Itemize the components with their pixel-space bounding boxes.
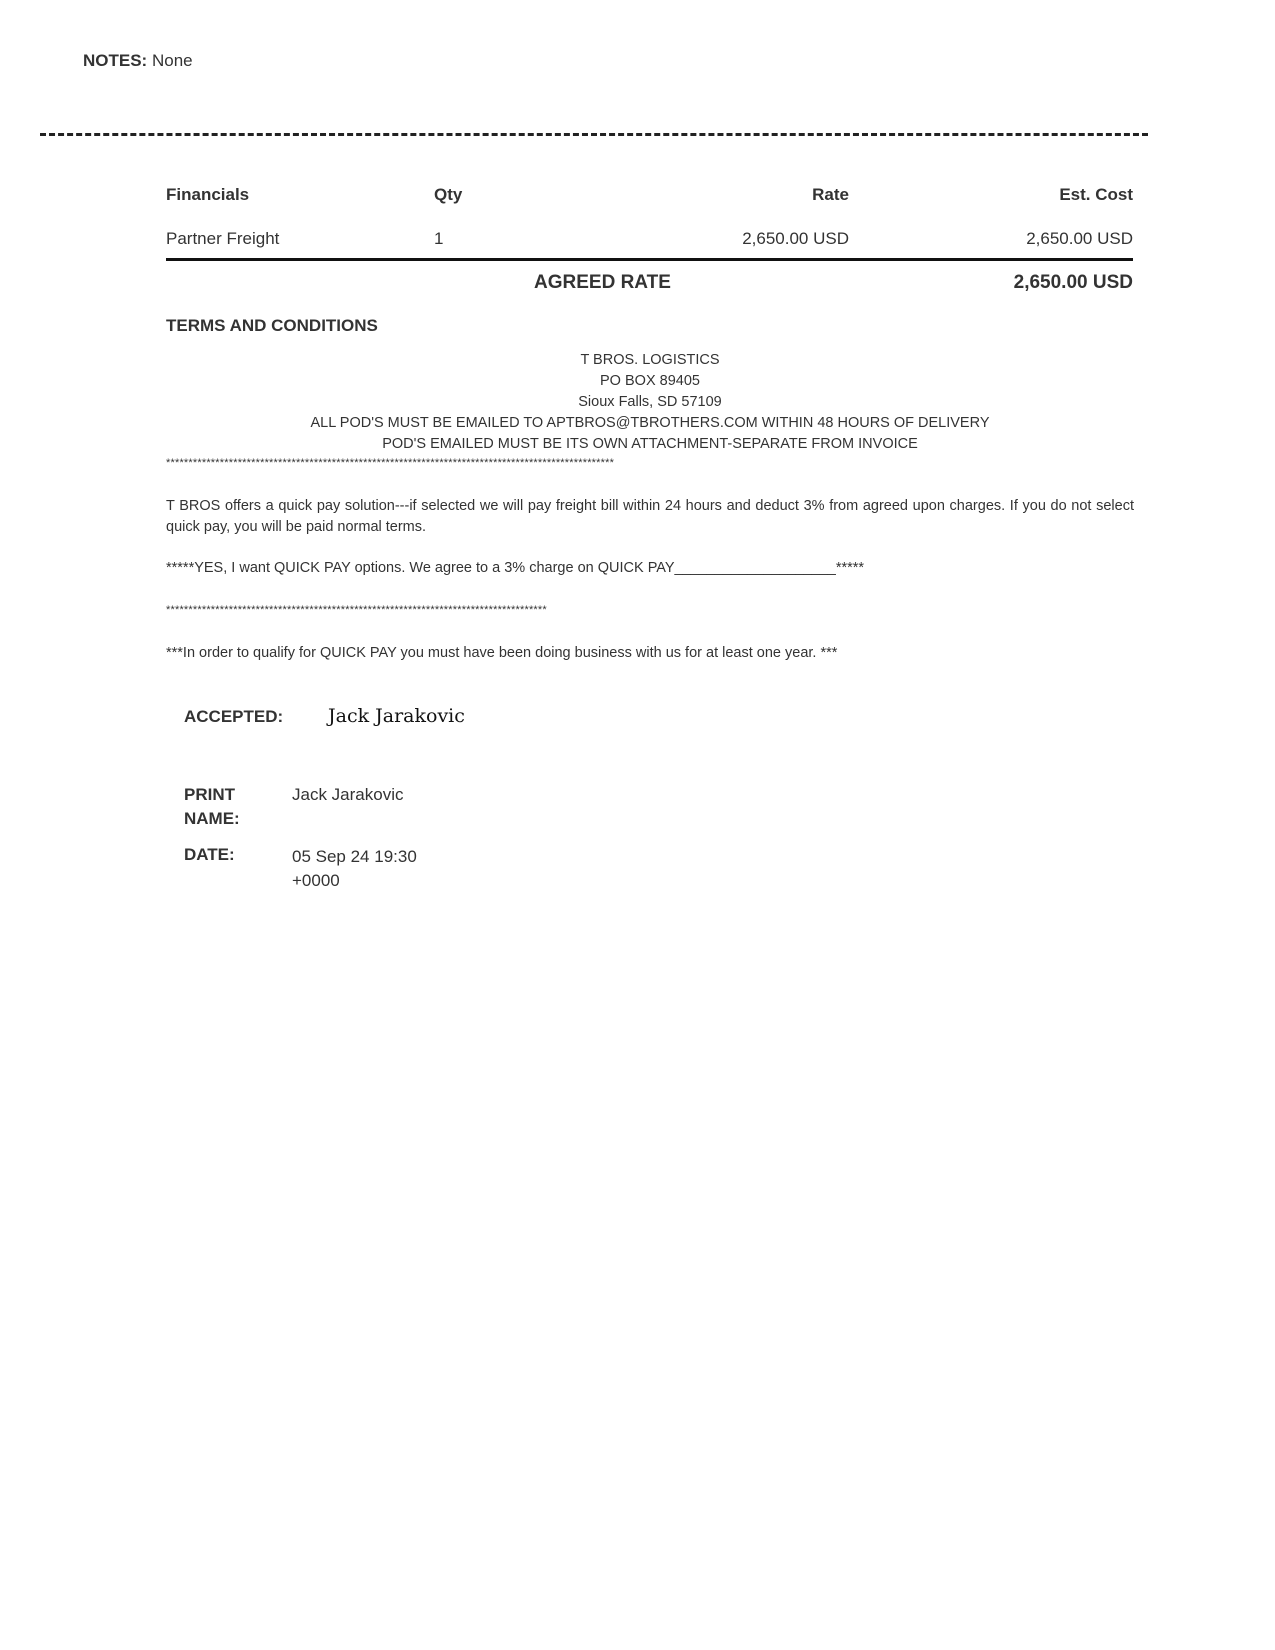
address-line: ALL POD'S MUST BE EMAILED TO APTBROS@TBROTHERS.COM WITHIN 48 HOURS OF DELIVERY [310,415,990,431]
date-value [292,845,417,893]
print-name-value: Jack Jarakovic [292,785,404,804]
notes-line [83,51,193,71]
address-line: Sioux Falls, SD 57109 [578,394,722,410]
row-rate: 2,650.00 USD [742,229,849,248]
quick-pay-option: *****YES, I want QUICK PAY options. We agree to a 3% charge on QUICK PAY____________________***** [166,560,865,576]
financials-table [166,185,1133,305]
agreed-rate-label: AGREED RATE [534,272,671,293]
agreed-rate-value: 2,650.00 USD [1013,272,1133,293]
address-line: T BROS. LOGISTICS [580,352,720,368]
quick-pay-qualify-note: ***In order to qualify for QUICK PAY you must have been doing business with us for at least one year. *** [166,645,838,661]
table-row [166,229,1133,261]
notes-label: NOTES: [83,51,148,70]
financials-header-row [166,185,1133,219]
notes-value: None [151,51,193,70]
header-financials: Financials [166,185,250,204]
address-line: PO BOX 89405 [600,373,700,389]
date-value-line: 05 Sep 24 19:30 [292,847,417,866]
accepted-label: ACCEPTED: [184,707,284,726]
print-name-label-line: NAME: [184,809,240,828]
company-address-block [166,350,1134,455]
star-separator: **************************************************************************************************** [166,457,615,469]
row-cost: 2,650.00 USD [1026,229,1133,248]
header-qty: Qty [434,185,463,204]
date-label: DATE: [184,845,235,864]
row-item: Partner Freight [166,229,280,248]
header-est-cost: Est. Cost [1059,185,1133,204]
star-separator: ************************************************************************************* [166,604,547,616]
terms-title: TERMS AND CONDITIONS [166,316,378,335]
date-value-line: +0000 [292,871,340,890]
header-rate: Rate [812,185,849,204]
row-qty: 1 [434,229,444,248]
agreed-rate-row [166,261,1133,305]
dashed-divider [40,133,1148,136]
print-name-label-line: PRINT [184,785,235,804]
address-line: POD'S EMAILED MUST BE ITS OWN ATTACHMENT-SEPARATE FROM INVOICE [382,436,918,452]
print-name-label [184,783,240,831]
quick-pay-description: T BROS offers a quick pay solution---if selected we will pay freight bill within 24 hours and deduct 3% from agreed upon charges. If you do not select quick pay, you will be paid normal terms. [166,498,1134,535]
accepted-signature: Jack Jarakovic [328,705,465,727]
